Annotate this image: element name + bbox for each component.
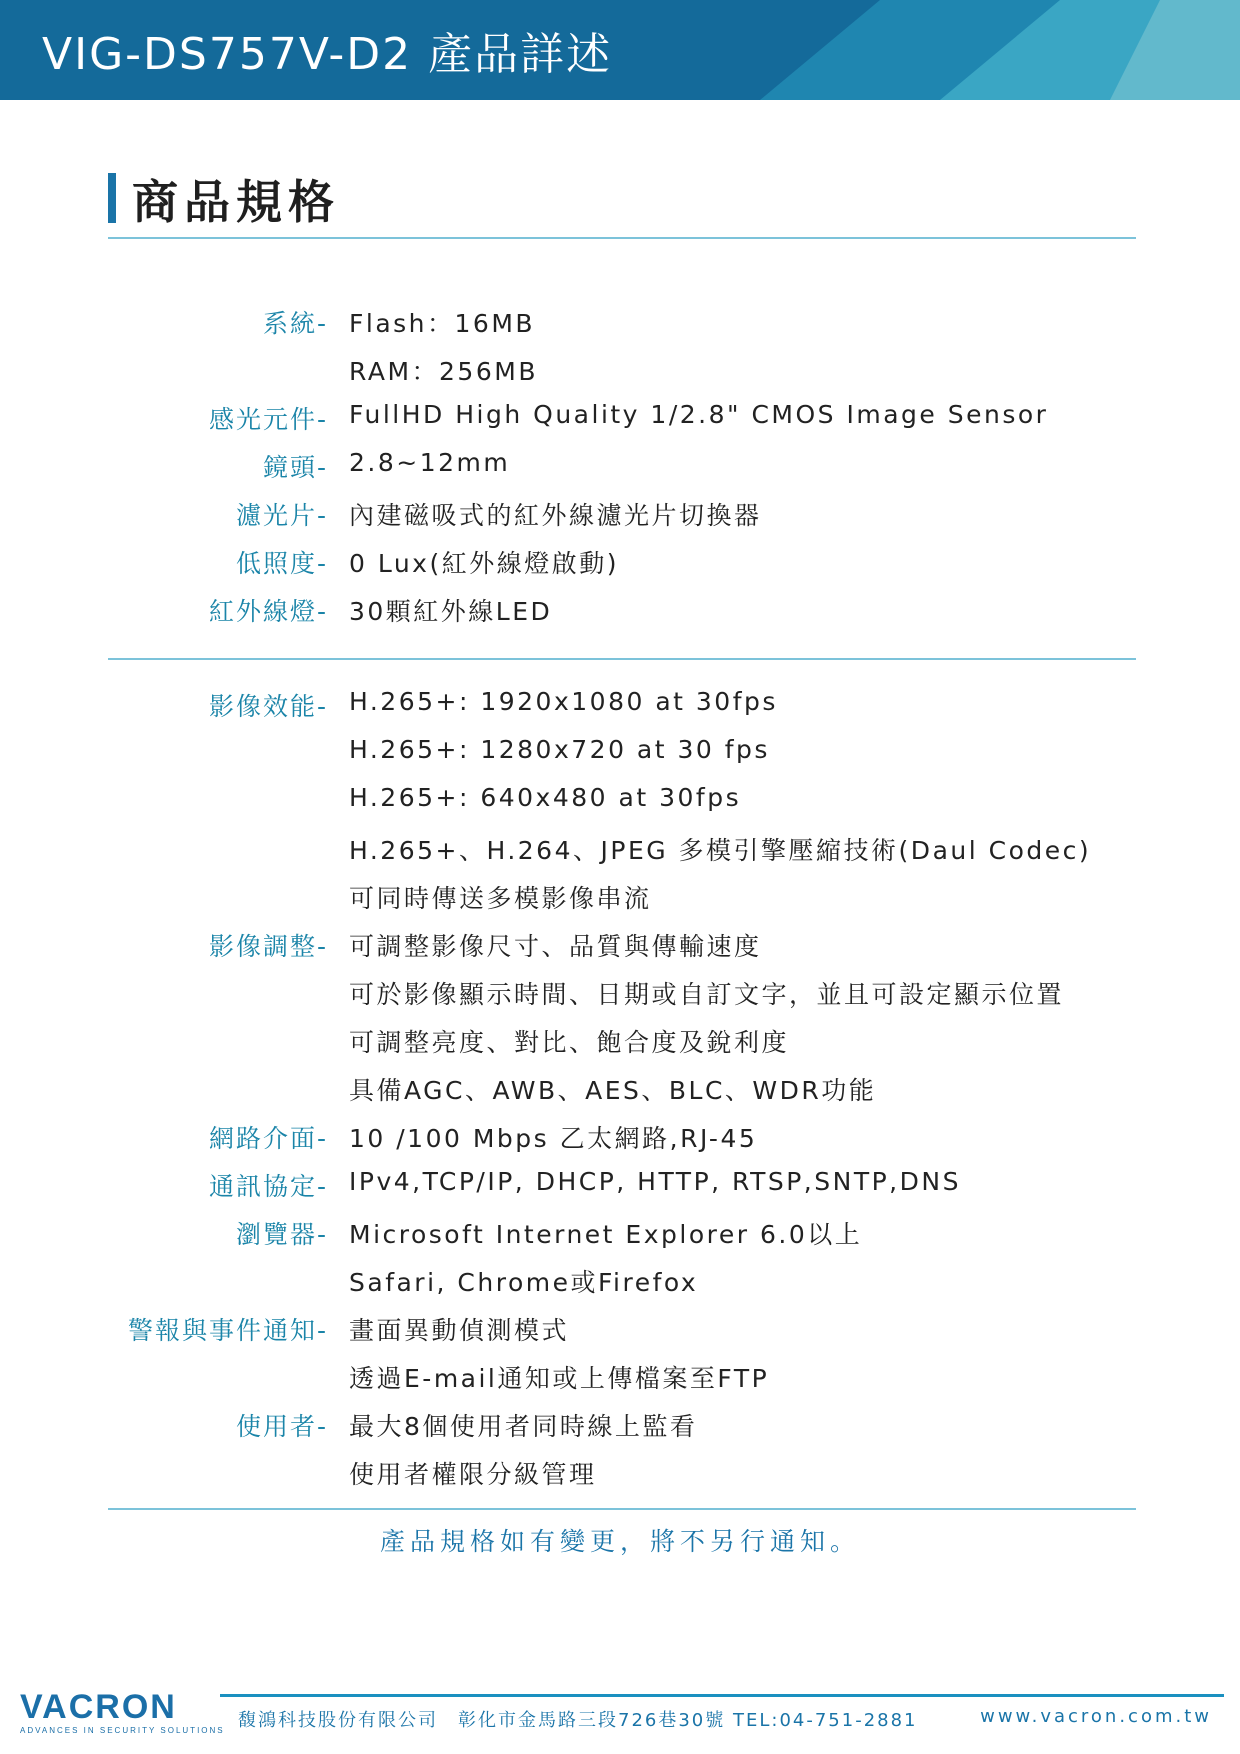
- spec-row: [0, 442, 1240, 490]
- spec-value: 具備AGC、AWB、AES、BLC、WDR功能: [349, 1076, 877, 1105]
- spec-row: [0, 825, 1240, 873]
- spec-value: 可於影像顯示時間、日期或自訂文字，並且可設定顯示位置: [349, 980, 1065, 1009]
- divider: [108, 237, 1136, 239]
- spec-value: 最大8個使用者同時線上監看: [349, 1412, 698, 1441]
- logo-wordmark: VACRON: [20, 1688, 177, 1726]
- spec-row: [0, 1209, 1240, 1257]
- spec-value: 2.8~12mm: [349, 448, 511, 477]
- spec-row: [0, 729, 1240, 777]
- spec-value: FullHD High Quality 1/2.8" CMOS Image Sensor: [349, 400, 1049, 429]
- spec-label: 影像調整-: [208, 932, 328, 961]
- spec-row: [0, 346, 1240, 394]
- spec-label: 系統-: [262, 309, 328, 338]
- spec-label: 瀏覽器-: [235, 1220, 328, 1249]
- logo-tagline: ADVANCES IN SECURITY SOLUTIONS: [20, 1726, 225, 1735]
- spec-value: Microsoft Internet Explorer 6.0以上: [349, 1220, 863, 1249]
- spec-value: 可調整影像尺寸、品質與傳輸速度: [349, 932, 762, 961]
- spec-row: [0, 1257, 1240, 1305]
- spec-value: H.265+: 1280x720 at 30 fps: [349, 735, 770, 764]
- spec-row: [0, 1353, 1240, 1401]
- spec-row: [0, 1449, 1240, 1497]
- spec-row: [0, 1065, 1240, 1113]
- section-title: 商品規格: [132, 175, 340, 229]
- spec-label: 網路介面-: [208, 1124, 328, 1153]
- spec-label: 警報與事件通知-: [127, 1316, 328, 1345]
- footer-company-info: 馥鴻科技股份有限公司 彰化市金馬路三段726巷30號 TEL:04-751-2881: [238, 1710, 918, 1731]
- spec-value: 可調整亮度、對比、飽合度及銳利度: [349, 1028, 790, 1057]
- page-title: VIG-DS757V-D2 產品詳述: [42, 29, 613, 80]
- spec-row: [0, 586, 1240, 634]
- spec-row: [0, 1401, 1240, 1449]
- spec-row: [0, 681, 1240, 729]
- spec-label: 使用者-: [235, 1412, 328, 1441]
- spec-row: [0, 538, 1240, 586]
- spec-value: Flash：16MB: [349, 309, 536, 338]
- footer-website-link[interactable]: www.vacron.com.tw: [980, 1706, 1212, 1727]
- spec-row: [0, 490, 1240, 538]
- spec-label: 低照度-: [235, 549, 328, 578]
- spec-value: IPv4,TCP/IP, DHCP, HTTP, RTSP,SNTP,DNS: [349, 1167, 961, 1196]
- spec-value: 可同時傳送多模影像串流: [349, 884, 652, 913]
- spec-value: H.265+: 640x480 at 30fps: [349, 783, 742, 812]
- spec-row: [0, 298, 1240, 346]
- spec-value: 畫面異動偵測模式: [349, 1316, 570, 1345]
- divider: [108, 658, 1136, 660]
- spec-value: 30顆紅外線LED: [349, 597, 553, 626]
- spec-label: 影像效能-: [208, 692, 328, 721]
- spec-row: [0, 1161, 1240, 1209]
- spec-change-notice: 產品規格如有變更，將不另行通知。: [379, 1527, 860, 1556]
- spec-row: [0, 873, 1240, 921]
- spec-row: [0, 777, 1240, 825]
- spec-row: [0, 394, 1240, 442]
- spec-value: 使用者權限分級管理: [349, 1460, 597, 1489]
- spec-value: 透過E-mail通知或上傳檔案至FTP: [349, 1364, 770, 1393]
- vacron-logo: [20, 1690, 225, 1735]
- spec-value: RAM：256MB: [349, 357, 538, 386]
- spec-value: Safari, Chrome或Firefox: [349, 1268, 699, 1297]
- footer-divider: [220, 1694, 1224, 1697]
- spec-value: H.265+、H.264、JPEG 多模引擎壓縮技術(Daul Codec): [349, 836, 1092, 865]
- spec-label: 通訊協定-: [208, 1172, 328, 1201]
- section-accent-bar: [108, 173, 116, 223]
- spec-value: 0 Lux(紅外線燈啟動): [349, 549, 619, 578]
- spec-row: [0, 1017, 1240, 1065]
- spec-label: 鏡頭-: [262, 453, 328, 482]
- divider: [108, 1508, 1136, 1510]
- spec-row: [0, 921, 1240, 969]
- spec-row: [0, 1305, 1240, 1353]
- spec-label: 濾光片-: [235, 501, 328, 530]
- spec-row: [0, 969, 1240, 1017]
- spec-value: 10 /100 Mbps 乙太網路,RJ-45: [349, 1124, 758, 1153]
- header-banner: [0, 0, 1240, 100]
- spec-value: 內建磁吸式的紅外線濾光片切換器: [349, 501, 762, 530]
- spec-label: 感光元件-: [208, 405, 328, 434]
- spec-row: [0, 1113, 1240, 1161]
- spec-label: 紅外線燈-: [208, 597, 328, 626]
- spec-value: H.265+: 1920x1080 at 30fps: [349, 687, 778, 716]
